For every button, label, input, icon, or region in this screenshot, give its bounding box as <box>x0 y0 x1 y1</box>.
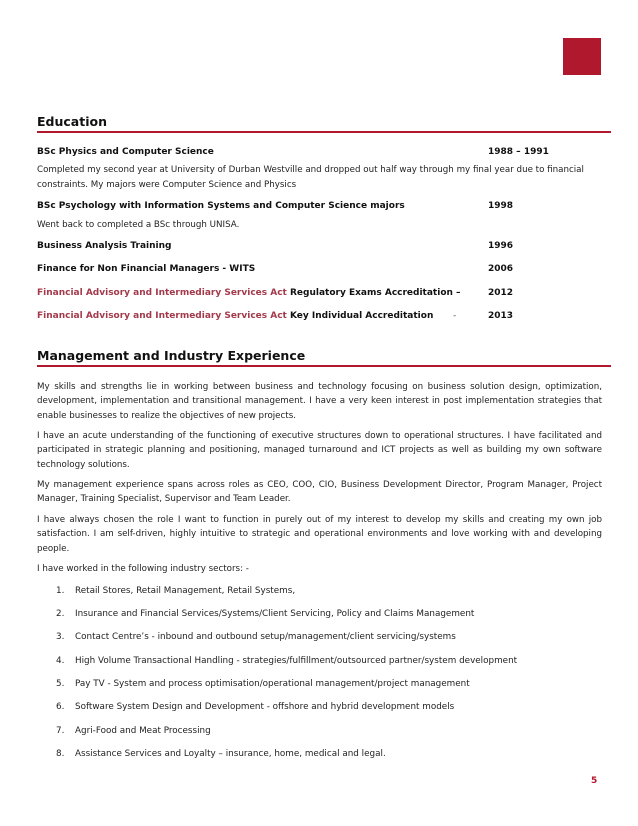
accreditation-title: Regulatory Exams Accreditation – <box>286 288 461 298</box>
education-entry-title: Business Analysis Training <box>37 241 172 251</box>
education-entry <box>37 241 597 255</box>
accreditation-act-name: Financial Advisory and Intermediary Services Act <box>37 288 287 298</box>
list-item-text: High Volume Transactional Handling - strategies/fulfillment/outsourced partner/system development <box>75 656 518 666</box>
education-entry-year: 2006 <box>488 264 514 274</box>
education-entry-year: 2013 <box>488 311 514 321</box>
management-heading: Management and Industry Experience <box>37 348 306 363</box>
education-entry <box>37 311 597 325</box>
education-rule <box>37 131 611 133</box>
education-entry <box>37 147 597 161</box>
education-entry <box>37 264 597 278</box>
list-item-text: Agri-Food and Meat Processing <box>75 726 211 736</box>
sectors-intro: I have worked in the following industry sectors: - <box>37 564 249 574</box>
list-item-number: 7. <box>56 726 65 736</box>
list-item-number: 5. <box>56 679 65 689</box>
paragraph: My skills and strengths lie in working between business and technology focusing on business solution design, optimization, development, implementation and transitional management. I have a very keen interest in post implementation strategies that enable businesses to realize the objectives of new projects. <box>37 382 602 421</box>
list-item-number: 8. <box>56 749 65 759</box>
paragraph: My management experience spans across roles as CEO, COO, CIO, Business Development Director, Program Manager, Project Manager, Training Specialist, Supervisor and Team Leader. <box>37 480 602 505</box>
list-item-text: Insurance and Financial Services/Systems/Client Servicing, Policy and Claims Management <box>75 609 475 619</box>
list-item-text: Pay TV - System and process optimisation/operational management/project management <box>75 679 470 689</box>
education-entry <box>37 288 597 302</box>
list-item-text: Assistance Services and Loyalty – insurance, home, medical and legal. <box>75 749 386 759</box>
education-entry <box>37 201 597 215</box>
list-item-text: Software System Design and Development - offshore and hybrid development models <box>75 702 455 712</box>
education-entry-title: BSc Psychology with Information Systems and Computer Science majors <box>37 201 405 211</box>
education-entry-title <box>37 311 433 321</box>
accreditation-act-name: Financial Advisory and Intermediary Services Act <box>37 311 287 321</box>
list-item-text: Contact Centre’s - inbound and outbound setup/management/client servicing/systems <box>75 632 456 642</box>
list-item-number: 3. <box>56 632 65 642</box>
education-entry-year: 1988 – 1991 <box>488 147 549 157</box>
management-rule <box>37 365 611 367</box>
page-number: 5 <box>591 776 598 786</box>
education-entry-title: BSc Physics and Computer Science <box>37 147 214 157</box>
education-entry-year: 2012 <box>488 288 514 298</box>
education-entry-title: Finance for Non Financial Managers - WITS <box>37 264 256 274</box>
list-item-number: 1. <box>56 586 65 596</box>
education-entry-year: 1998 <box>488 201 514 211</box>
paragraph: I have always chosen the role I want to function in purely out of my interest to develop my skills and creating my own job satisfaction. I am self-driven, highly intuitive to strategic and operational environments and love working with and developing people. <box>37 515 602 554</box>
education-entry-year: 1996 <box>488 241 514 251</box>
education-entry-description: Went back to completed a BSc through UNISA. <box>37 220 240 230</box>
paragraph: I have an acute understanding of the functioning of executive structures down to operational structures. I have facilitated and participated in strategic planning and positioning, managed turnaround and ICT projects as well as building my own software technology solutions. <box>37 431 602 470</box>
accreditation-title: Key Individual Accreditation <box>286 311 434 321</box>
entry-dash: - <box>453 311 457 321</box>
education-entry-title <box>37 288 461 298</box>
education-heading: Education <box>37 114 107 129</box>
list-item-number: 2. <box>56 609 65 619</box>
list-item-text: Retail Stores, Retail Management, Retail Systems, <box>75 586 296 596</box>
header-accent-block <box>563 38 601 75</box>
education-entry-description: Completed my second year at University of Durban Westville and dropped out half way through my final year due to financial constraints. My majors were Computer Science and Physics <box>37 165 584 190</box>
list-item-number: 6. <box>56 702 65 712</box>
list-item-number: 4. <box>56 656 65 666</box>
